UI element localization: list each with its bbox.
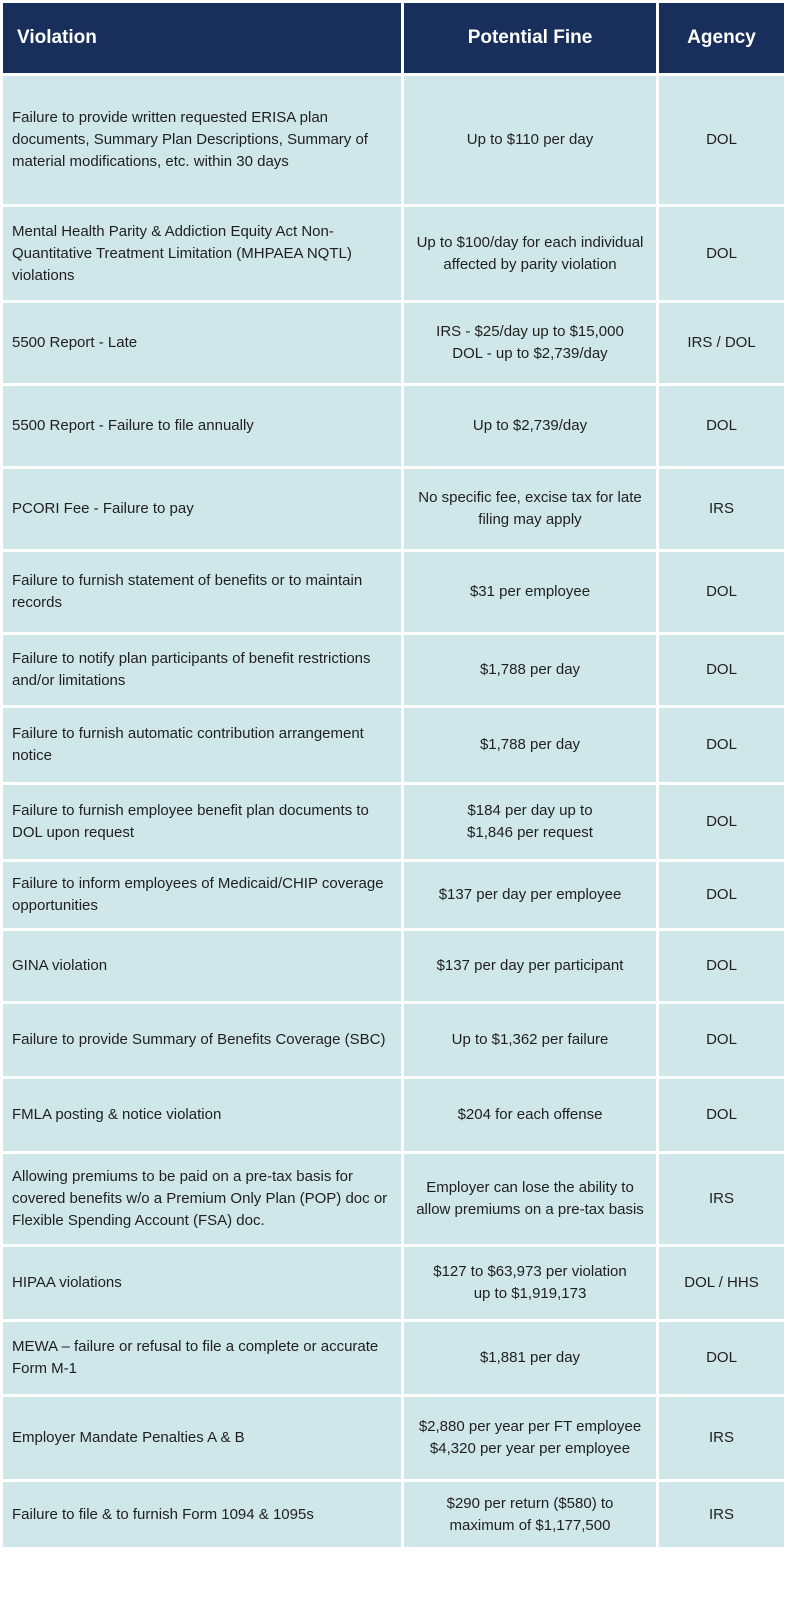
fine-line: up to $1,919,173 <box>473 1285 587 1302</box>
fine-cell <box>404 76 656 204</box>
table-row <box>3 1322 784 1394</box>
fine-line: $31 per employee <box>469 583 591 600</box>
table-row <box>3 303 784 383</box>
agency-column-header: Agency <box>659 3 784 73</box>
fine-line: $290 per return ($580) to <box>446 1494 614 1512</box>
table-row <box>3 862 784 928</box>
table-header <box>3 3 784 73</box>
violation-cell: 5500 Report - Late <box>3 303 401 383</box>
fine-line: DOL - up to $2,739/day <box>452 345 608 362</box>
table-row <box>3 207 784 300</box>
agency-cell: DOL <box>659 552 784 632</box>
fine-line: IRS - $25/day up to $15,000 <box>436 323 624 340</box>
agency-cell: IRS <box>659 469 784 549</box>
fine-line: $2,880 per year per FT employee <box>418 1418 642 1435</box>
table-row <box>3 1004 784 1076</box>
fine-line: $127 to $63,973 per violation <box>433 1263 627 1280</box>
fine-line: $204 for each offense <box>457 1106 603 1123</box>
fine-line: Up to $1,362 per failure <box>451 1031 609 1048</box>
agency-cell: IRS <box>659 1397 784 1479</box>
fine-cell <box>404 862 656 928</box>
agency-cell: DOL <box>659 785 784 859</box>
violation-cell: GINA violation <box>3 931 401 1001</box>
fine-cell <box>404 469 656 549</box>
table-row <box>3 469 784 549</box>
agency-cell: DOL <box>659 1004 784 1076</box>
fine-line: $1,788 per day <box>479 736 581 753</box>
table-row <box>3 552 784 632</box>
violation-cell: Failure to furnish statement of benefits or to maintain records <box>3 552 401 632</box>
fine-line: maximum of $1,177,500 <box>449 1516 611 1534</box>
fine-line: Up to $100/day for each individual affected by parity violation <box>416 233 644 273</box>
agency-cell: DOL <box>659 76 784 204</box>
fine-line: Employer can lose the ability to allow premiums on a pre-tax basis <box>416 1179 644 1218</box>
agency-cell: IRS <box>659 1154 784 1244</box>
agency-cell: DOL <box>659 635 784 705</box>
violation-cell: Failure to file & to furnish Form 1094 & 1095s <box>3 1482 401 1547</box>
fine-cell <box>404 1322 656 1394</box>
agency-cell: DOL <box>659 862 784 928</box>
violation-cell: Failure to notify plan participants of benefit restrictions and/or limitations <box>3 635 401 705</box>
table-row <box>3 386 784 466</box>
violation-column-header: Violation <box>3 3 401 73</box>
fine-cell <box>404 1247 656 1319</box>
agency-cell: DOL <box>659 931 784 1001</box>
fine-cell <box>404 1154 656 1244</box>
violation-cell: FMLA posting & notice violation <box>3 1079 401 1151</box>
header-row <box>3 3 784 73</box>
fine-cell <box>404 1397 656 1479</box>
table-row <box>3 76 784 204</box>
fine-cell <box>404 931 656 1001</box>
table-row <box>3 785 784 859</box>
fine-line: $1,846 per request <box>467 824 593 841</box>
violation-cell: Failure to furnish employee benefit plan documents to DOL upon request <box>3 785 401 859</box>
fine-line: Up to $2,739/day <box>472 417 588 434</box>
fine-cell <box>404 207 656 300</box>
violation-cell: Employer Mandate Penalties A & B <box>3 1397 401 1479</box>
violation-cell: Allowing premiums to be paid on a pre-tax basis for covered benefits w/o a Premium Only Plan (POP) doc or Flexible Spending Account (FSA) doc. <box>3 1154 401 1244</box>
table-row <box>3 931 784 1001</box>
agency-cell: DOL <box>659 708 784 782</box>
agency-cell: DOL <box>659 386 784 466</box>
violation-cell: Mental Health Parity & Addiction Equity Act Non-Quantitative Treatment Limitation (MHPAEA NQTL) violations <box>3 207 401 300</box>
fine-cell <box>404 635 656 705</box>
table-row <box>3 1079 784 1151</box>
violation-cell: MEWA – failure or refusal to file a complete or accurate Form M-1 <box>3 1322 401 1394</box>
fine-cell <box>404 552 656 632</box>
fine-cell <box>404 1482 656 1547</box>
violation-cell: Failure to provide written requested ERISA plan documents, Summary Plan Descriptions, Summary of material modifications, etc. within 30 days <box>3 76 401 204</box>
agency-cell: DOL <box>659 1322 784 1394</box>
fine-cell <box>404 1079 656 1151</box>
violation-cell: 5500 Report - Failure to file annually <box>3 386 401 466</box>
fine-line: $137 per day per employee <box>438 886 622 903</box>
fine-column-header: Potential Fine <box>404 3 656 73</box>
fine-cell <box>404 708 656 782</box>
fine-cell <box>404 303 656 383</box>
fine-line: $1,881 per day <box>479 1349 581 1366</box>
agency-cell: IRS <box>659 1482 784 1547</box>
fine-line: $1,788 per day <box>479 661 581 678</box>
table-body <box>3 76 784 1547</box>
agency-cell: DOL / HHS <box>659 1247 784 1319</box>
fine-line: Up to $110 per day <box>466 131 594 148</box>
violation-cell: Failure to inform employees of Medicaid/CHIP coverage opportunities <box>3 862 401 928</box>
table-row <box>3 708 784 782</box>
violation-cell: PCORI Fee - Failure to pay <box>3 469 401 549</box>
violation-cell: Failure to furnish automatic contribution arrangement notice <box>3 708 401 782</box>
fine-cell <box>404 785 656 859</box>
fine-line: $4,320 per year per employee <box>429 1440 631 1457</box>
table-row <box>3 1397 784 1479</box>
agency-cell: DOL <box>659 1079 784 1151</box>
table-row <box>3 1482 784 1547</box>
fine-cell <box>404 386 656 466</box>
table-row <box>3 1247 784 1319</box>
fine-line: No specific fee, excise tax for late filing may apply <box>418 489 642 528</box>
violation-cell: Failure to provide Summary of Benefits Coverage (SBC) <box>3 1004 401 1076</box>
table-row <box>3 635 784 705</box>
agency-cell: IRS / DOL <box>659 303 784 383</box>
fine-line: $184 per day up to <box>467 802 593 819</box>
fine-cell <box>404 1004 656 1076</box>
agency-cell: DOL <box>659 207 784 300</box>
table-row <box>3 1154 784 1244</box>
fine-line: $137 per day per participant <box>436 957 624 974</box>
violation-cell: HIPAA violations <box>3 1247 401 1319</box>
